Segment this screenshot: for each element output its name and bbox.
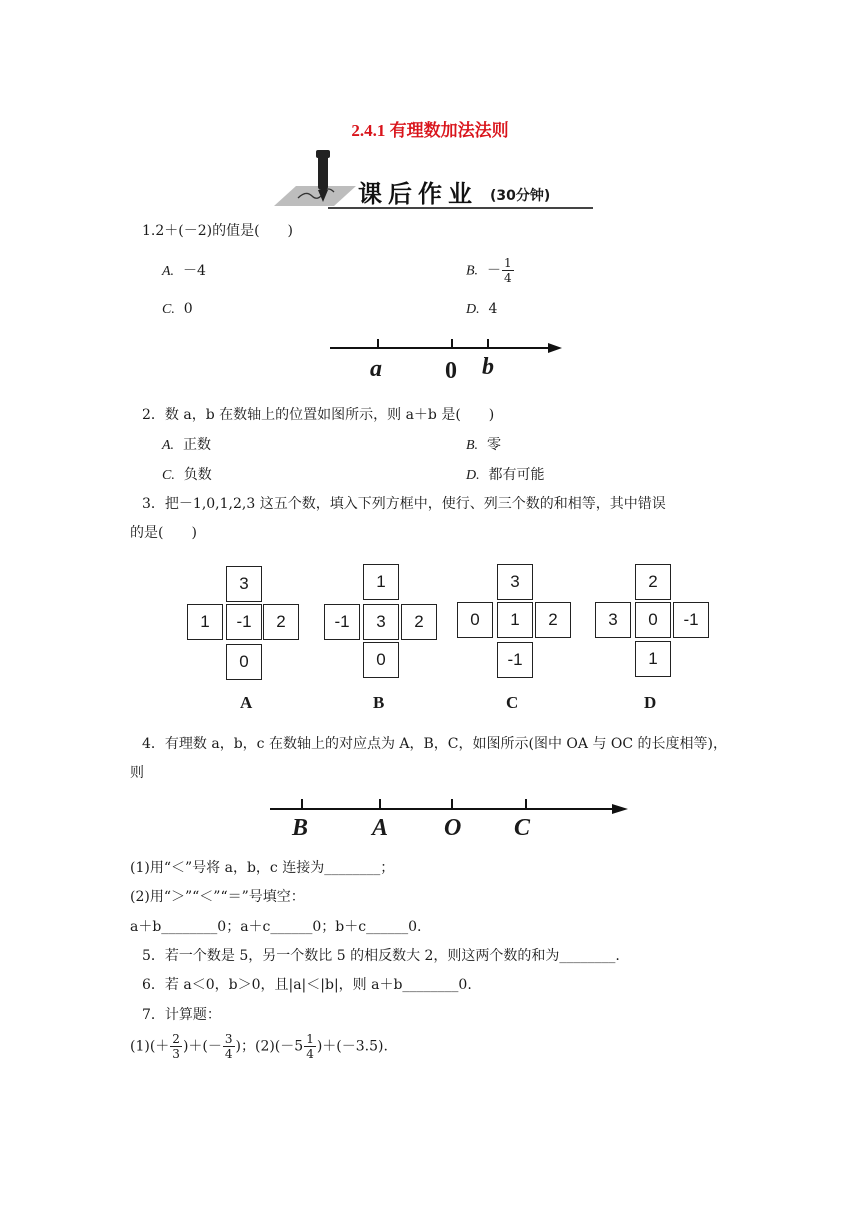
question-2-stem: 2．数 a，b 在数轴上的位置如图所示，则 a＋b 是( ) (142, 407, 495, 423)
grid-cell-top: 3 (226, 566, 262, 602)
axis2-label-b: B (292, 815, 309, 841)
grid-cell-left: 3 (595, 602, 631, 638)
banner-title: 课后作业 (358, 180, 478, 208)
grid-cell-top: 2 (635, 564, 671, 600)
q1-option-c: C. 0 (162, 301, 193, 317)
grid-label: A (240, 693, 253, 712)
grid-cell-center: 3 (363, 604, 399, 640)
grid-cell-bottom: 0 (226, 644, 262, 680)
grid-cell-right: 2 (401, 604, 437, 640)
grid-cell-right: 2 (263, 604, 299, 640)
fraction: $\frac{1}{4}$ (306, 1032, 314, 1061)
axis2-label-a: A (372, 815, 389, 841)
grid-cell-top: 1 (363, 564, 399, 600)
grid-label: B (373, 693, 385, 712)
question-4-stem-line2: 则 (130, 765, 144, 781)
grid-cell-center: -1 (226, 604, 262, 640)
q2-option-b: B. 零 (466, 437, 501, 453)
grid-cell-left: 1 (187, 604, 223, 640)
question-3-stem-line2: 的是( ) (130, 525, 197, 541)
q1-option-d: D. 4 (466, 301, 498, 317)
axis2-label-c: C (514, 815, 531, 841)
fraction: $\frac{1}{4}$ (503, 256, 512, 285)
grid-cell-center: 0 (635, 602, 671, 638)
grid-label: C (506, 693, 519, 712)
axis1-label-zero: 0 (445, 358, 457, 384)
q2-option-a: A. 正数 (162, 437, 211, 453)
question-1-stem: 1.2＋(－2)的值是( ) (142, 223, 294, 239)
question-6: 6．若 a＜0，b＞0，且|a|＜|b|，则 a＋b________0. (142, 977, 472, 993)
fraction: $\frac{3}{4}$ (224, 1032, 233, 1061)
grid-cell-center: 1 (497, 602, 533, 638)
question-5: 5．若一个数是 5，另一个数比 5 的相反数大 2，则这两个数的和为________. (142, 948, 620, 964)
q1-option-b: B. － $\frac{1}{4}$ (466, 256, 512, 285)
page-title: 2.4.1 有理数加法法则 (351, 121, 509, 140)
q2-option-d: D. 都有可能 (466, 467, 545, 483)
question-4-part-2-blanks: a＋b________0；a＋c______0；b＋c______0. (130, 919, 422, 935)
question-7-stem: 7．计算题： (142, 1007, 221, 1023)
question-4-part-1: (1)用“＜”号将 a，b，c 连接为________； (130, 860, 395, 876)
grid-cell-top: 3 (497, 564, 533, 600)
question-4-stem-line1: 4．有理数 a，b，c 在数轴上的对应点为 A，B，C，如图所示(图中 OA 与 OC 的长度相等)， (142, 736, 728, 752)
q2-option-c: C. 负数 (162, 467, 212, 483)
axis1-label-a: a (370, 356, 382, 382)
fraction: $\frac{2}{3}$ (172, 1032, 180, 1061)
grid-cell-right: -1 (673, 602, 709, 638)
grid-label: D (644, 693, 657, 712)
grid-cell-left: -1 (324, 604, 360, 640)
grid-cell-right: 2 (535, 602, 571, 638)
question-3-stem-line1: 3．把－1,0,1,2,3 这五个数，填入下列方框中，使行、列三个数的和相等，其中错误 (142, 496, 666, 512)
grid-cell-left: 0 (457, 602, 493, 638)
banner-time: (30分钟) (490, 188, 551, 204)
grid-cell-bottom: 0 (363, 642, 399, 678)
question-4-part-2: (2)用“＞”“＜”“＝”号填空： (130, 889, 305, 905)
grid-cell-bottom: 1 (635, 641, 671, 677)
grid-cell-bottom: -1 (497, 642, 533, 678)
q1-option-a: A. －4 (162, 263, 206, 279)
axis1-label-b: b (482, 354, 494, 380)
question-7-expressions: (1)(＋ $\frac{2}{3}$ )＋(－ $\frac{3}{4}$ )；(2)(－5 $\frac{1}{4}$ )＋(－3.5). (130, 1032, 388, 1061)
axis2-label-o: O (444, 815, 462, 841)
